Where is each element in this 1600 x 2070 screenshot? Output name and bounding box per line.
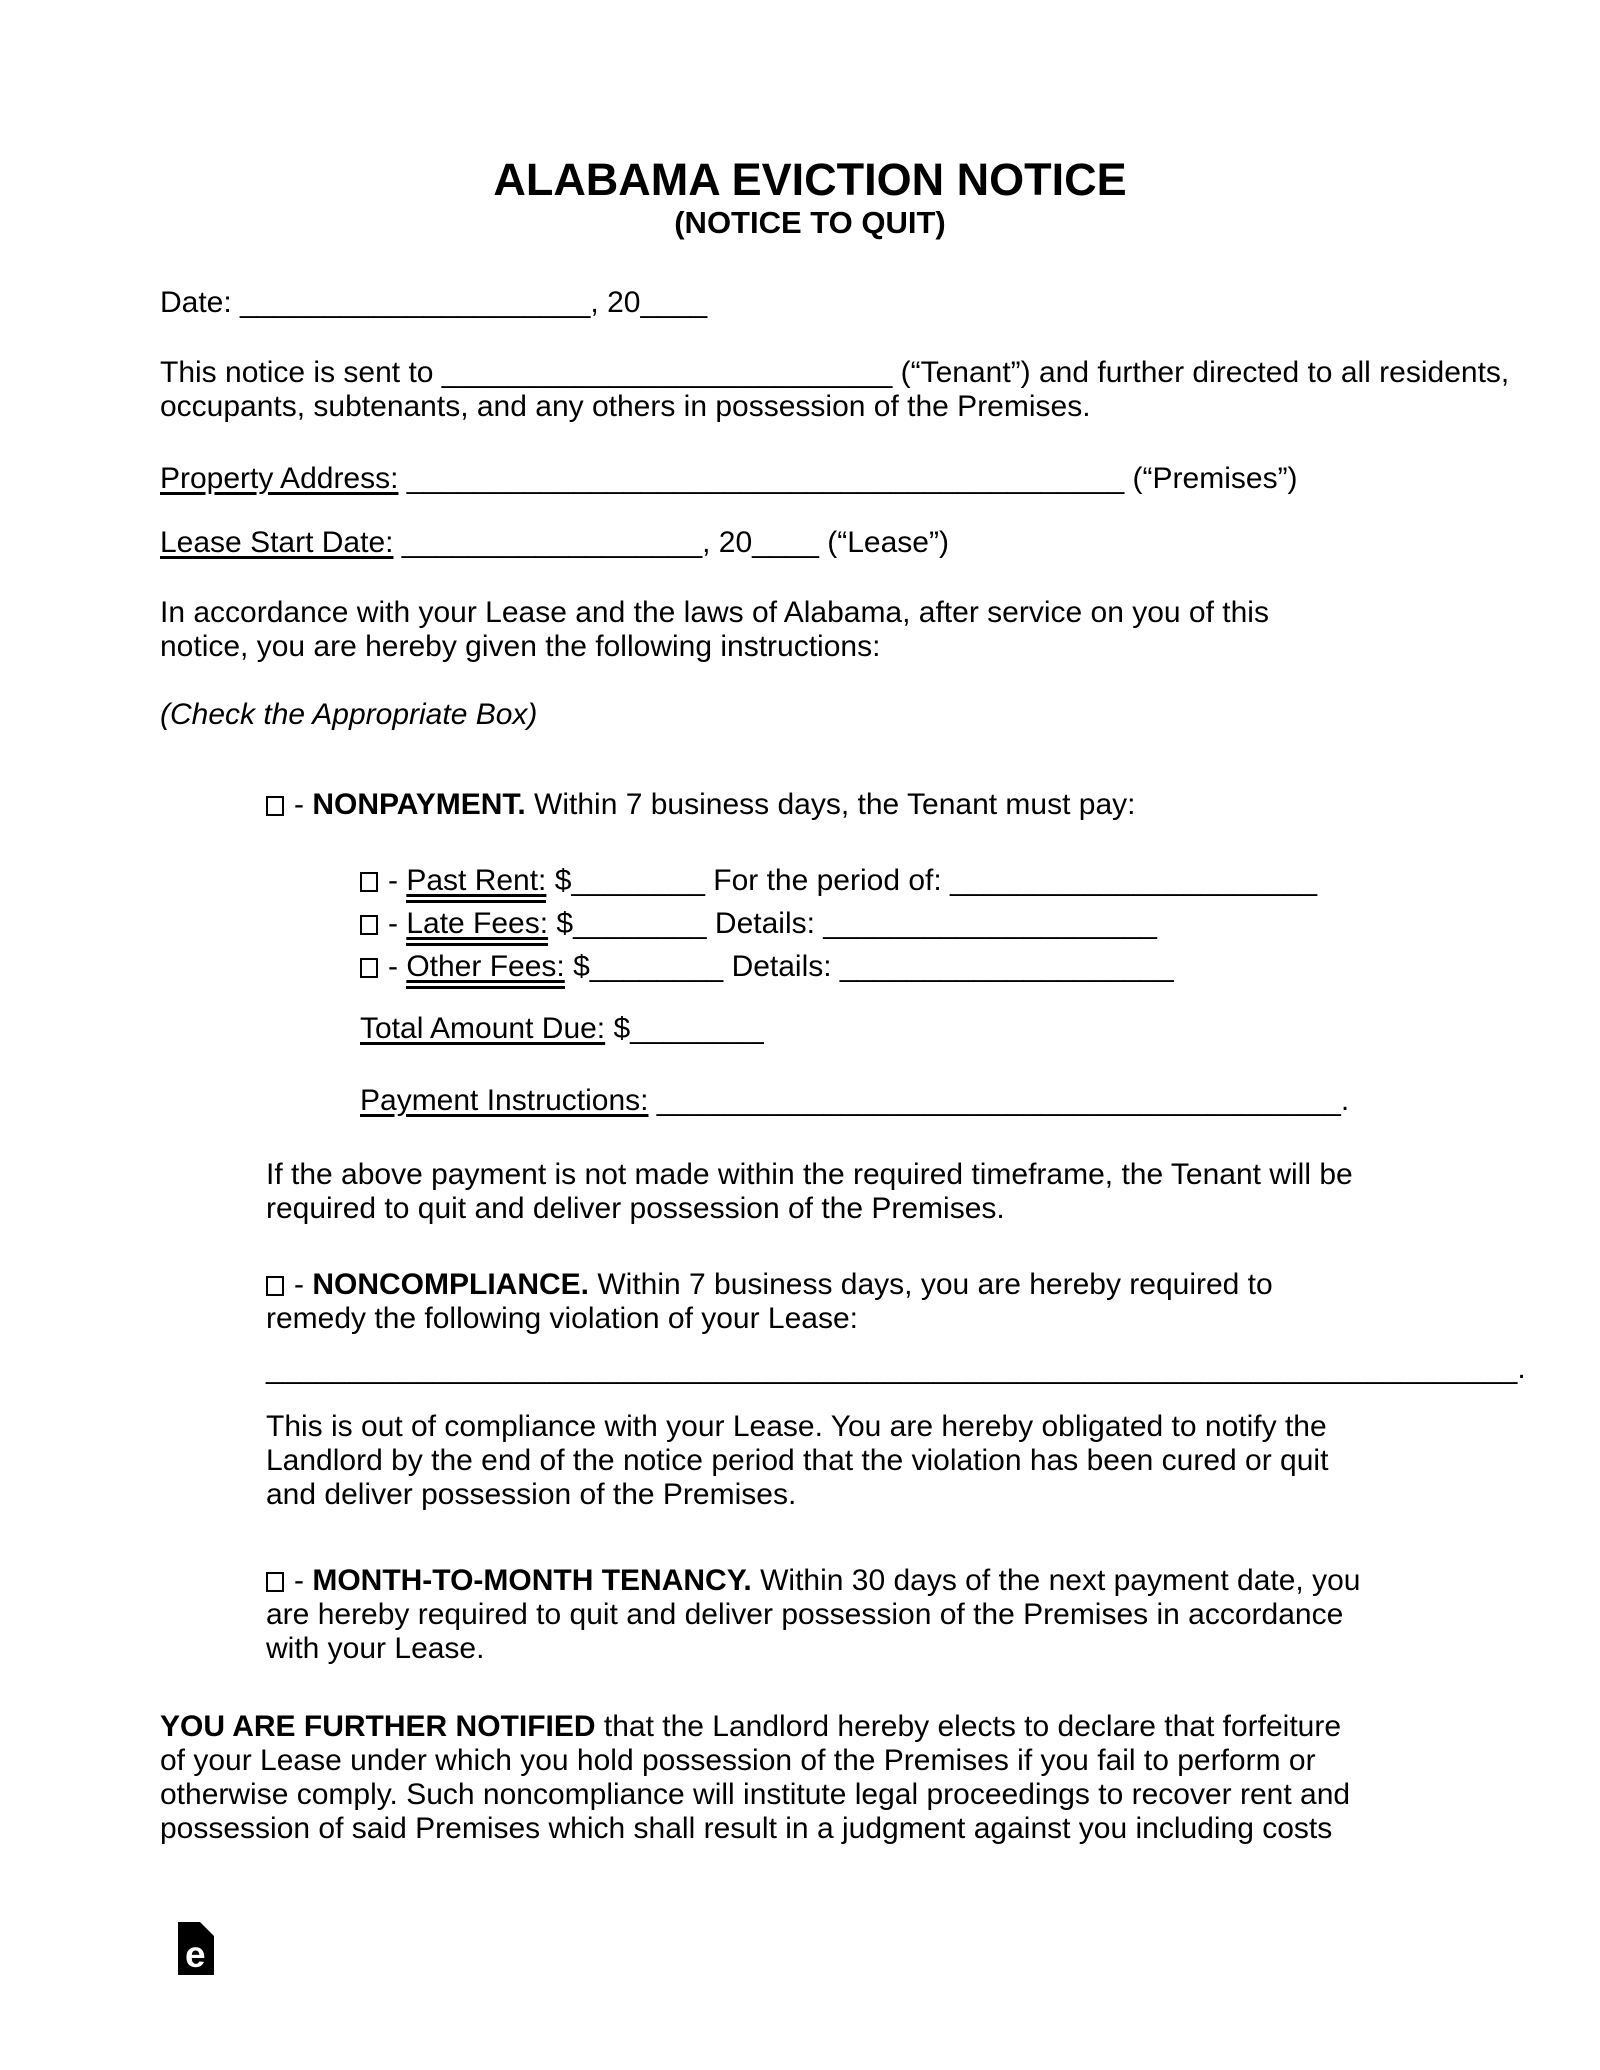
fee-rows [360,864,1460,984]
total-amount-label: Total Amount Due: [360,1012,606,1045]
instructions-line2: notice, you are hereby given the following instructions: [160,630,881,663]
payment-instructions-line [360,1084,1460,1118]
other-fees-label: Other Fees: [406,950,564,989]
eforms-logo [178,1922,214,1983]
noncompliance-option [266,1268,1460,1336]
further-notice-line2: of your Lease under which you hold possession of the Premises if you fail to perform or [160,1744,1316,1777]
nonpayment-label: NONPAYMENT. [312,788,526,821]
document-content [0,156,1600,1846]
instructions-paragraph [160,596,1460,664]
other-fees-separator: - [388,950,407,983]
month-to-month-line1 [266,1564,1460,1598]
total-amount-blank: $________ [605,1012,764,1045]
past-rent-row [360,864,1460,898]
date-line: Date: _____________________, 20____ [160,286,708,319]
month-to-month-separator: - [294,1564,313,1597]
violation-blank-line: ___________________________________________________________________________. [266,1352,1526,1385]
property-address-line [160,462,1460,496]
month-to-month-checkbox[interactable] [266,1572,284,1592]
noncompliance-line1 [266,1268,1460,1302]
further-notice-label: YOU ARE FURTHER NOTIFIED [160,1710,596,1743]
noncompliance-text: Within 7 business days, you are hereby required to [589,1268,1273,1301]
late-fees-label: Late Fees: [406,907,548,946]
late-fees-checkbox[interactable] [360,915,378,935]
past-rent-checkbox[interactable] [360,872,378,892]
noncompliance-explanation-line1: This is out of compliance with your Lease. You are hereby obligated to notify the [266,1410,1327,1443]
tenant-notice-line2: occupants, subtenants, and any others in possession of the Premises. [160,390,1091,423]
late-fees-row [360,907,1460,941]
month-to-month-text: Within 30 days of the next payment date, you [751,1564,1361,1597]
month-to-month-option [266,1564,1460,1666]
past-rent-blanks: $________ For the period of: ______________________ [546,864,1318,897]
late-fees-separator: - [388,907,407,940]
payment-instructions-label: Payment Instructions: [360,1084,649,1117]
month-to-month-line3: with your Lease. [266,1632,485,1665]
property-address-blank: ___________________________________________ (“Premises”) [398,462,1298,495]
lease-start-blank: __________________, 20____ (“Lease”) [393,526,949,559]
check-box-note: (Check the Appropriate Box) [160,698,538,731]
noncompliance-checkbox[interactable] [266,1276,284,1296]
further-notice-line3: otherwise comply. Such noncompliance will institute legal proceedings to recover rent and [160,1778,1351,1811]
past-rent-separator: - [388,864,407,897]
further-notice-paragraph [160,1710,1460,1846]
instructions-line1: In accordance with your Lease and the laws of Alabama, after service on you of this [160,596,1269,629]
other-fees-checkbox[interactable] [360,958,378,978]
month-to-month-line2: are hereby required to quit and deliver possession of the Premises in accordance [266,1598,1344,1631]
lease-start-label: Lease Start Date: [160,526,394,559]
document-icon [178,1922,214,1975]
nonpayment-separator: - [294,788,313,821]
tenant-notice-line1: This notice is sent to ___________________________ (“Tenant”) and further directed to all residents, [160,356,1510,389]
page-title: ALABAMA EVICTION NOTICE [493,154,1127,205]
total-amount-line [360,1012,1460,1046]
noncompliance-separator: - [294,1268,313,1301]
tenant-notice-paragraph [160,356,1510,424]
property-address-label: Property Address: [160,462,399,495]
nonpayment-option [266,788,1460,822]
late-fees-blanks: $________ Details: ____________________ [548,907,1157,940]
page-subtitle: (NOTICE TO QUIT) [674,205,946,240]
lease-start-line [160,526,1460,560]
further-notice-text1: that the Landlord hereby elects to declare that forfeiture [595,1710,1342,1743]
nonpayment-checkbox[interactable] [266,796,284,816]
month-to-month-label: MONTH-TO-MONTH TENANCY. [312,1564,752,1597]
noncompliance-label: NONCOMPLIANCE. [312,1268,589,1301]
further-notice-line4: possession of said Premises which shall result in a judgment against you including costs [160,1812,1333,1845]
nonpayment-text: Within 7 business days, the Tenant must pay: [525,788,1136,821]
noncompliance-explanation-paragraph [266,1410,1460,1512]
logo-letter: e [185,1934,206,1975]
nonpayment-consequence-line2: required to quit and deliver possession of the Premises. [266,1192,1005,1225]
noncompliance-line2: remedy the following violation of your Lease: [266,1302,859,1335]
nonpayment-consequence-line1: If the above payment is not made within the required timeframe, the Tenant will be [266,1158,1353,1191]
other-fees-blanks: $________ Details: ____________________ [564,950,1174,983]
payment-instructions-blank: _________________________________________. [648,1084,1350,1117]
other-fees-row [360,950,1460,984]
noncompliance-explanation-line3: and deliver possession of the Premises. [266,1478,797,1511]
past-rent-label: Past Rent: [406,864,546,903]
further-notice-line1 [160,1710,1460,1744]
noncompliance-explanation-line2: Landlord by the end of the notice period that the violation has been cured or quit [266,1444,1329,1477]
nonpayment-consequence-paragraph [266,1158,1460,1226]
